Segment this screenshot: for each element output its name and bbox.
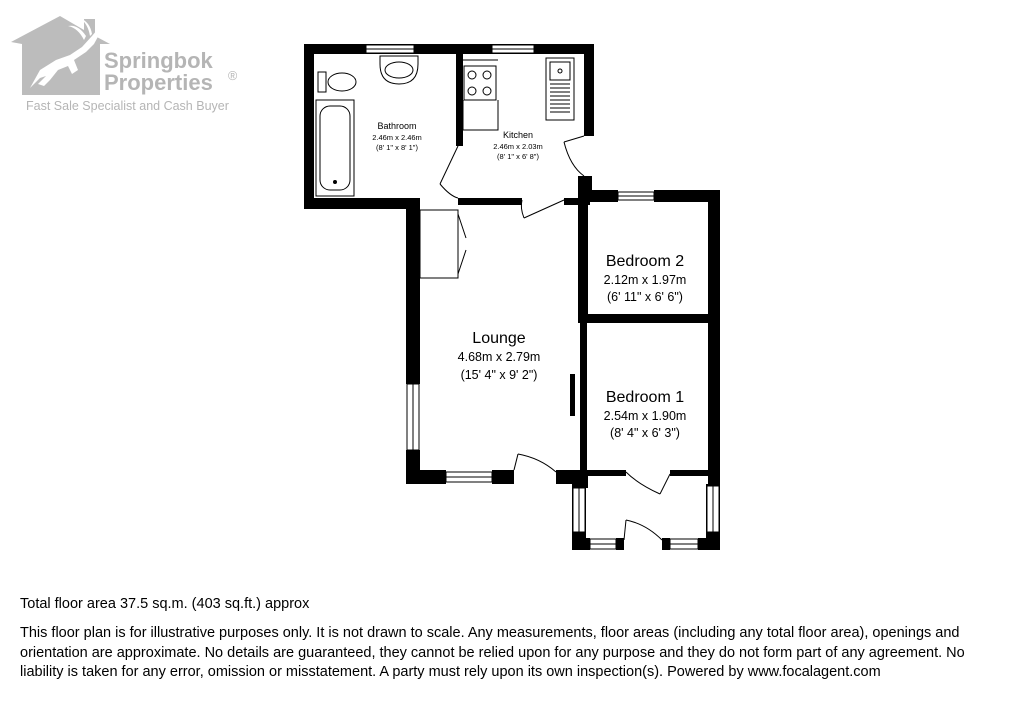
total-floor-area: Total floor area 37.5 sq.m. (403 sq.ft.) approx bbox=[20, 596, 310, 612]
window bbox=[670, 539, 698, 549]
room-metric: 2.46m x 2.46m bbox=[372, 133, 422, 142]
room-bathroom bbox=[372, 121, 422, 152]
room-bedroom-1 bbox=[604, 389, 687, 440]
washbasin-icon bbox=[380, 56, 418, 84]
window bbox=[407, 384, 419, 450]
worktop bbox=[463, 60, 498, 130]
bath-icon bbox=[316, 100, 354, 196]
fixtures bbox=[316, 56, 574, 278]
room-name: Bedroom 1 bbox=[605, 389, 685, 406]
door bbox=[514, 454, 556, 472]
door bbox=[564, 136, 584, 176]
logo-registered-mark: ® bbox=[228, 69, 238, 83]
hob-icon bbox=[464, 66, 496, 100]
room-name: Bathroom bbox=[377, 121, 417, 131]
window bbox=[446, 472, 492, 482]
room-imperial: (8' 1" x 8' 1") bbox=[376, 143, 418, 152]
room-kitchen bbox=[493, 130, 543, 161]
sink-icon bbox=[546, 58, 574, 120]
window bbox=[573, 488, 585, 532]
room-imperial: (8' 4" x 6' 3") bbox=[610, 426, 680, 440]
room-imperial: (15' 4" x 9' 2") bbox=[460, 368, 538, 382]
room-name: Lounge bbox=[472, 330, 526, 347]
logo-name-line2: Properties bbox=[104, 70, 213, 95]
window bbox=[707, 486, 719, 532]
room-metric: 2.12m x 1.97m bbox=[603, 273, 687, 287]
room-name: Kitchen bbox=[502, 130, 534, 140]
toilet-icon bbox=[318, 72, 356, 92]
door bbox=[624, 520, 662, 540]
company-logo bbox=[11, 16, 238, 113]
wardrobe-icon bbox=[420, 210, 466, 278]
logo-name-line1: Springbok bbox=[104, 48, 213, 73]
house-springbok-icon bbox=[11, 16, 110, 95]
room-metric: 2.46m x 2.03m bbox=[493, 142, 543, 151]
disclaimer-text: This floor plan is for illustrative purposes only. It is not drawn to scale. Any measurements, floor areas (including any total floor area), openings and orientation are approximate. No details are guaranteed, they cannot be relied upon for any purpose and they do not form part of any agreement. No liability is taken for any error, omission or misstatement. A party must rely upon its own inspection(s). Powered by www.focalagent.com bbox=[20, 625, 965, 680]
door bbox=[626, 472, 670, 494]
logo-tagline: Fast Sale Specialist and Cash Buyer bbox=[26, 99, 229, 113]
room-metric: 4.68m x 2.79m bbox=[457, 350, 541, 364]
window bbox=[492, 45, 534, 53]
room-metric: 2.54m x 1.90m bbox=[603, 409, 687, 423]
window bbox=[366, 45, 414, 53]
room-imperial: (8' 1" x 6' 8") bbox=[497, 152, 539, 161]
room-bedroom-2 bbox=[604, 253, 687, 304]
room-name: Bedroom 2 bbox=[605, 253, 685, 270]
room-lounge bbox=[458, 330, 541, 382]
door bbox=[440, 146, 458, 198]
room-imperial: (6' 11" x 6' 6") bbox=[607, 290, 683, 304]
door bbox=[521, 200, 564, 218]
window bbox=[590, 539, 616, 549]
window bbox=[618, 192, 654, 200]
